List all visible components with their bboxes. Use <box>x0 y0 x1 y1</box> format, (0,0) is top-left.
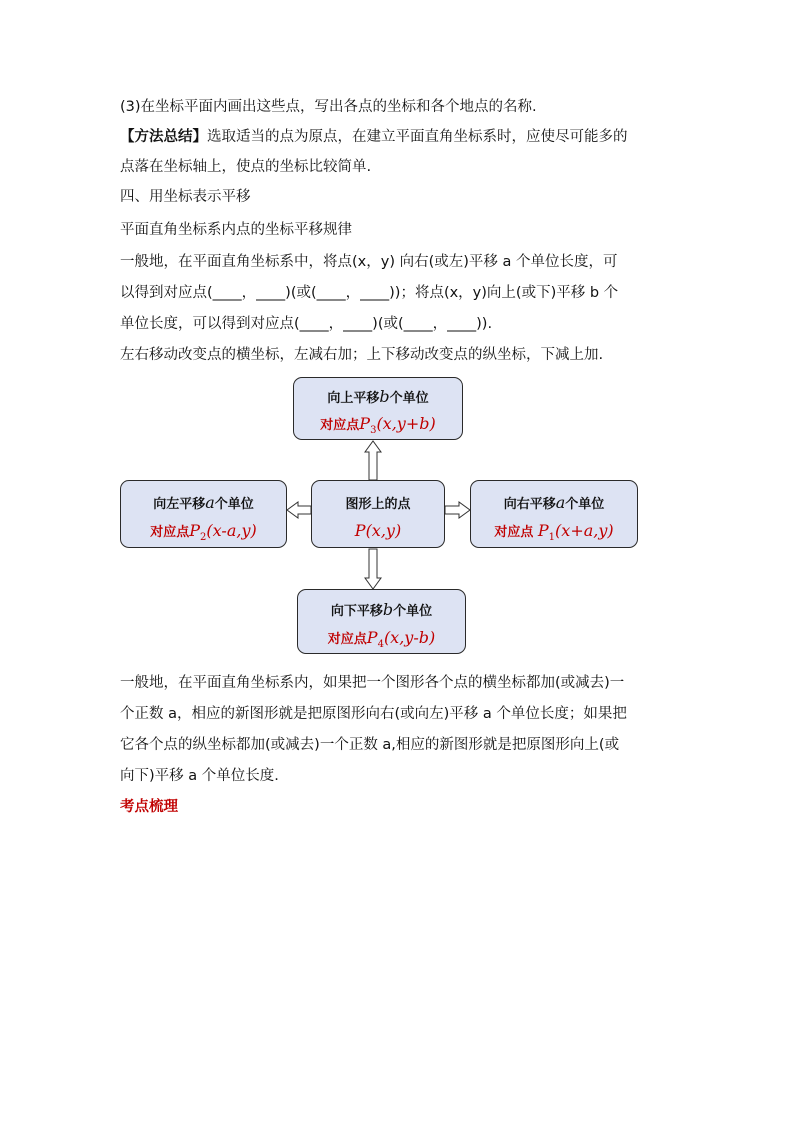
text-line-1: (3)在坐标平面内画出这些点，写出各点的坐标和各个地点的名称. <box>120 99 537 115</box>
text-line-3: 点落在坐标轴上，使点的坐标比较简单. <box>120 159 372 175</box>
box-center-title: 图形上的点 <box>345 497 411 512</box>
arrow-left <box>287 502 311 518</box>
paragraph-2-line-4: 向下)平移 a 个单位长度. <box>120 768 279 784</box>
paragraph-1-line-1: 一般地，在平面直角坐标系中，将点(x，y) 向右(或左)平移 a 个单位长度，可 <box>120 254 618 270</box>
arrow-up <box>365 441 381 480</box>
rule-title: 平面直角坐标系内点的坐标平移规律 <box>120 222 352 238</box>
box-right-title: 向右平移a个单位 <box>503 493 605 512</box>
box-right-point: 对应点 $P_1(x+a,y)$ <box>494 521 614 544</box>
method-summary-label: 【方法总结】 <box>120 129 207 145</box>
box-center-point: P(x,y) <box>354 521 402 540</box>
section-kaodian: 考点梳理 <box>120 799 178 815</box>
method-summary-text: 选取适当的点为原点，在建立平面直角坐标系时，应使尽可能多的 <box>207 129 628 145</box>
paragraph-1-line-3: 单位长度，可以得到对应点(____，____)(或(____，____)). <box>120 316 493 332</box>
paragraph-1-line-2: 以得到对应点(____，____)(或(____，____))；将点(x，y)向上(或下)平移 b 个 <box>120 285 619 301</box>
section-heading: 四、用坐标表示平移 <box>120 189 251 205</box>
box-down <box>297 589 466 654</box>
box-center <box>311 480 445 548</box>
box-right <box>470 480 638 548</box>
box-left <box>120 480 287 548</box>
box-left-point: 对应点$P_2(x-a,y)$ <box>150 521 257 544</box>
paragraph-2-line-2: 个正数 a，相应的新图形就是把原图形向右(或向左)平移 a 个单位长度；如果把 <box>120 706 627 722</box>
arrow-right <box>445 502 470 518</box>
box-up-point: 对应点$P_3(x,y+b)$ <box>320 414 436 437</box>
box-left-title: 向左平移a个单位 <box>153 493 254 512</box>
box-up-title: 向上平移b个单位 <box>327 387 429 406</box>
arrow-down <box>365 549 381 589</box>
paragraph-2-line-1: 一般地，在平面直角坐标系内，如果把一个图形各个点的横坐标都加(或减去)一 <box>120 675 625 691</box>
box-down-title: 向下平移b个单位 <box>330 600 433 619</box>
paragraph-1-line-4: 左右移动改变点的横坐标，左减右加；上下移动改变点的纵坐标，下减上加. <box>120 347 604 363</box>
box-down-point: 对应点$P_4(x,y-b)$ <box>327 628 436 651</box>
box-up <box>293 377 463 440</box>
paragraph-2-line-3: 它各个点的纵坐标都加(或减去)一个正数 a,相应的新图形就是把原图形向上(或 <box>120 737 620 753</box>
